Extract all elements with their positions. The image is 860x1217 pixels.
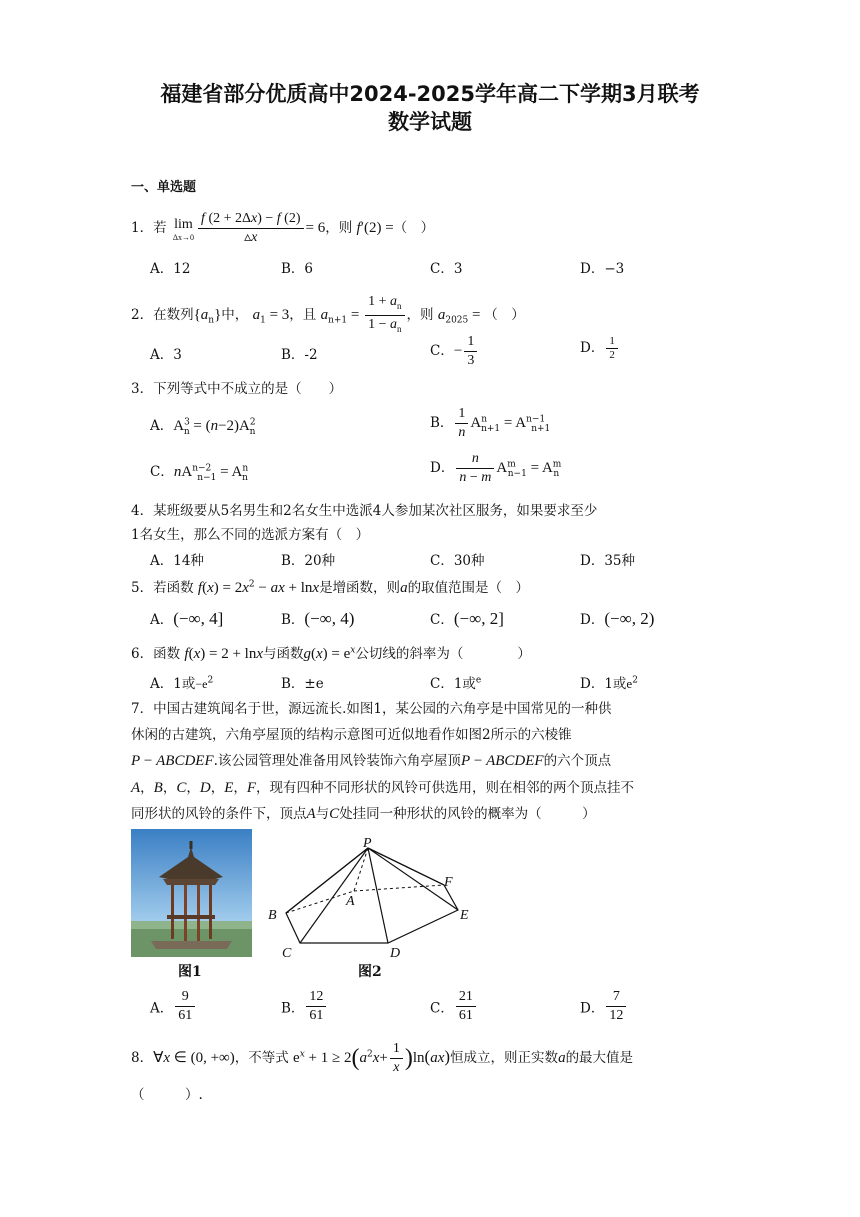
question-5: 5．若函数 $f(x) = 2x^2$ − ax + lnx是增函数，则a的取值范围是（ ） xyxy=(131,579,530,596)
title-line-2: 数学试题 xyxy=(388,110,472,134)
question-7-line-5: 同形状的风铃的条件下，顶点A与C处挂同一种形状的风铃的概率为（ ） xyxy=(131,806,596,822)
q3-option-b: B． $\frac{1}{n}$ $A^n_{n+1} = A^{n-1}_{n+1}$ xyxy=(430,406,551,440)
q7-option-b: B． $\frac{12}{61}$ xyxy=(281,988,328,1025)
vertex-label-e: E xyxy=(460,908,469,923)
fig-1-label: 图1 xyxy=(178,964,202,980)
hexagonal-pyramid-diagram xyxy=(262,833,482,963)
question-1: 1．若 lim Δx→0 $\frac{f (2 + 2\Delta x) - f (2)}{▵x}$ = 6，则 f′(2) =（ ） xyxy=(131,211,435,245)
q5-option-b: B．(−∞, 4) xyxy=(281,609,355,628)
q1-option-d: D．−3 xyxy=(580,261,625,277)
q3-option-a: A．$A^3_n = (n-2)A^2_n$ xyxy=(150,417,256,437)
q4-option-d: D．35种 xyxy=(580,553,636,569)
q4-option-a: A．14种 xyxy=(150,553,204,569)
q4-option-b: B．20种 xyxy=(281,553,336,569)
q7-option-a: A． $\frac{9}{61}$ xyxy=(150,988,197,1025)
title-line-1: 福建省部分优质高中2024-2025学年高二下学期3月联考 xyxy=(160,82,700,106)
q1-option-c: C．3 xyxy=(430,261,463,277)
question-7-line-4: A，B，C，D，E，F，现有四种不同形状的风铃可供选用，则在相邻的两个顶点挂不 xyxy=(131,780,635,796)
q6-option-a: A．1或$-e^2$ xyxy=(150,675,214,692)
q7-option-d: D． $\frac{7}{12}$ xyxy=(580,988,628,1025)
question-8: 8．∀x ∈ (0, +∞)，不等式 $e^x + 1 \ge 2(a^2x+$ $\frac{1}{x}$ )ln(ax)恒成立，则正实数a的最大值是 xyxy=(131,1041,634,1075)
q6-option-b: B．±e xyxy=(281,676,324,692)
question-2: 2．在数列$\{a_n\}$中， $a_1 = 3$，且 $a_{n+1}$ = $\frac{1 + a_n}{1 - a_n}$ ，则 $a_{2025}$ = （ ） xyxy=(131,294,525,334)
q3-option-c: C．$nA^{n-2}_{n-1} = A^n_n$ xyxy=(150,463,249,483)
vertex-label-p: P xyxy=(363,836,372,851)
question-4-line-1: 4．某班级要从5名男生和2名女生中选派4人参加某次社区服务，如果要求至少 xyxy=(131,503,598,519)
fig-2-label: 图2 xyxy=(358,964,382,980)
vertex-label-d: D xyxy=(390,946,401,961)
question-8-line-2: （ ）. xyxy=(131,1087,203,1103)
q5-option-c: C．(−∞, 2] xyxy=(430,609,504,628)
pavilion-photo xyxy=(131,829,252,957)
q2-option-a: A．3 xyxy=(150,347,182,363)
q6-option-d: D．1或$e^2$ xyxy=(580,675,638,692)
q5-option-d: D．(−∞, 2) xyxy=(580,609,655,628)
q5-option-a: A．(−∞, 4] xyxy=(150,609,224,628)
q2-option-c: C．− $\frac{1}{3}$ xyxy=(430,333,479,370)
vertex-label-a: A xyxy=(346,894,355,909)
vertex-label-c: C xyxy=(282,946,292,961)
q7-option-c: C． $\frac{21}{61}$ xyxy=(430,988,478,1025)
vertex-label-f: F xyxy=(444,875,453,890)
question-4-line-2: 1名女生，那么不同的选派方案有（ ） xyxy=(131,527,370,543)
q2-option-b: B．-2 xyxy=(281,347,318,363)
q4-option-c: C．30种 xyxy=(430,553,485,569)
q6-option-c: C．1或$^e$ xyxy=(430,675,482,692)
q1-option-b: B．6 xyxy=(281,261,314,277)
question-6: 6．函数 f(x) = 2 + lnx与函数$g(x) = e^x$公切线的斜率为（ ） xyxy=(131,645,531,662)
question-7-line-2: 休闲的古建筑，六角亭屋顶的结构示意图可近似地看作如图2所示的六棱锥 xyxy=(131,727,572,743)
q3-option-d: D． $\frac{n}{n - m}$ $A^m_{n-1} = A^m_n$ xyxy=(430,451,562,485)
question-7-line-1: 7．中国古建筑闻名于世，源远流长.如图1，某公园的六角亭是中国常见的一种供 xyxy=(131,701,612,717)
q2-option-d: D． $\frac{1}{2}$ xyxy=(580,335,620,362)
vertex-label-b: B xyxy=(268,908,277,923)
section-label: 一、单选题 xyxy=(131,180,197,195)
question-3: 3．下列等式中不成立的是（ ） xyxy=(131,381,343,397)
q1-option-a: A．12 xyxy=(150,261,191,277)
question-7-line-3: P − ABCDEF.该公园管理处准备用风铃装饰六角亭屋顶P − ABCDEF的六个顶点 xyxy=(131,753,612,769)
